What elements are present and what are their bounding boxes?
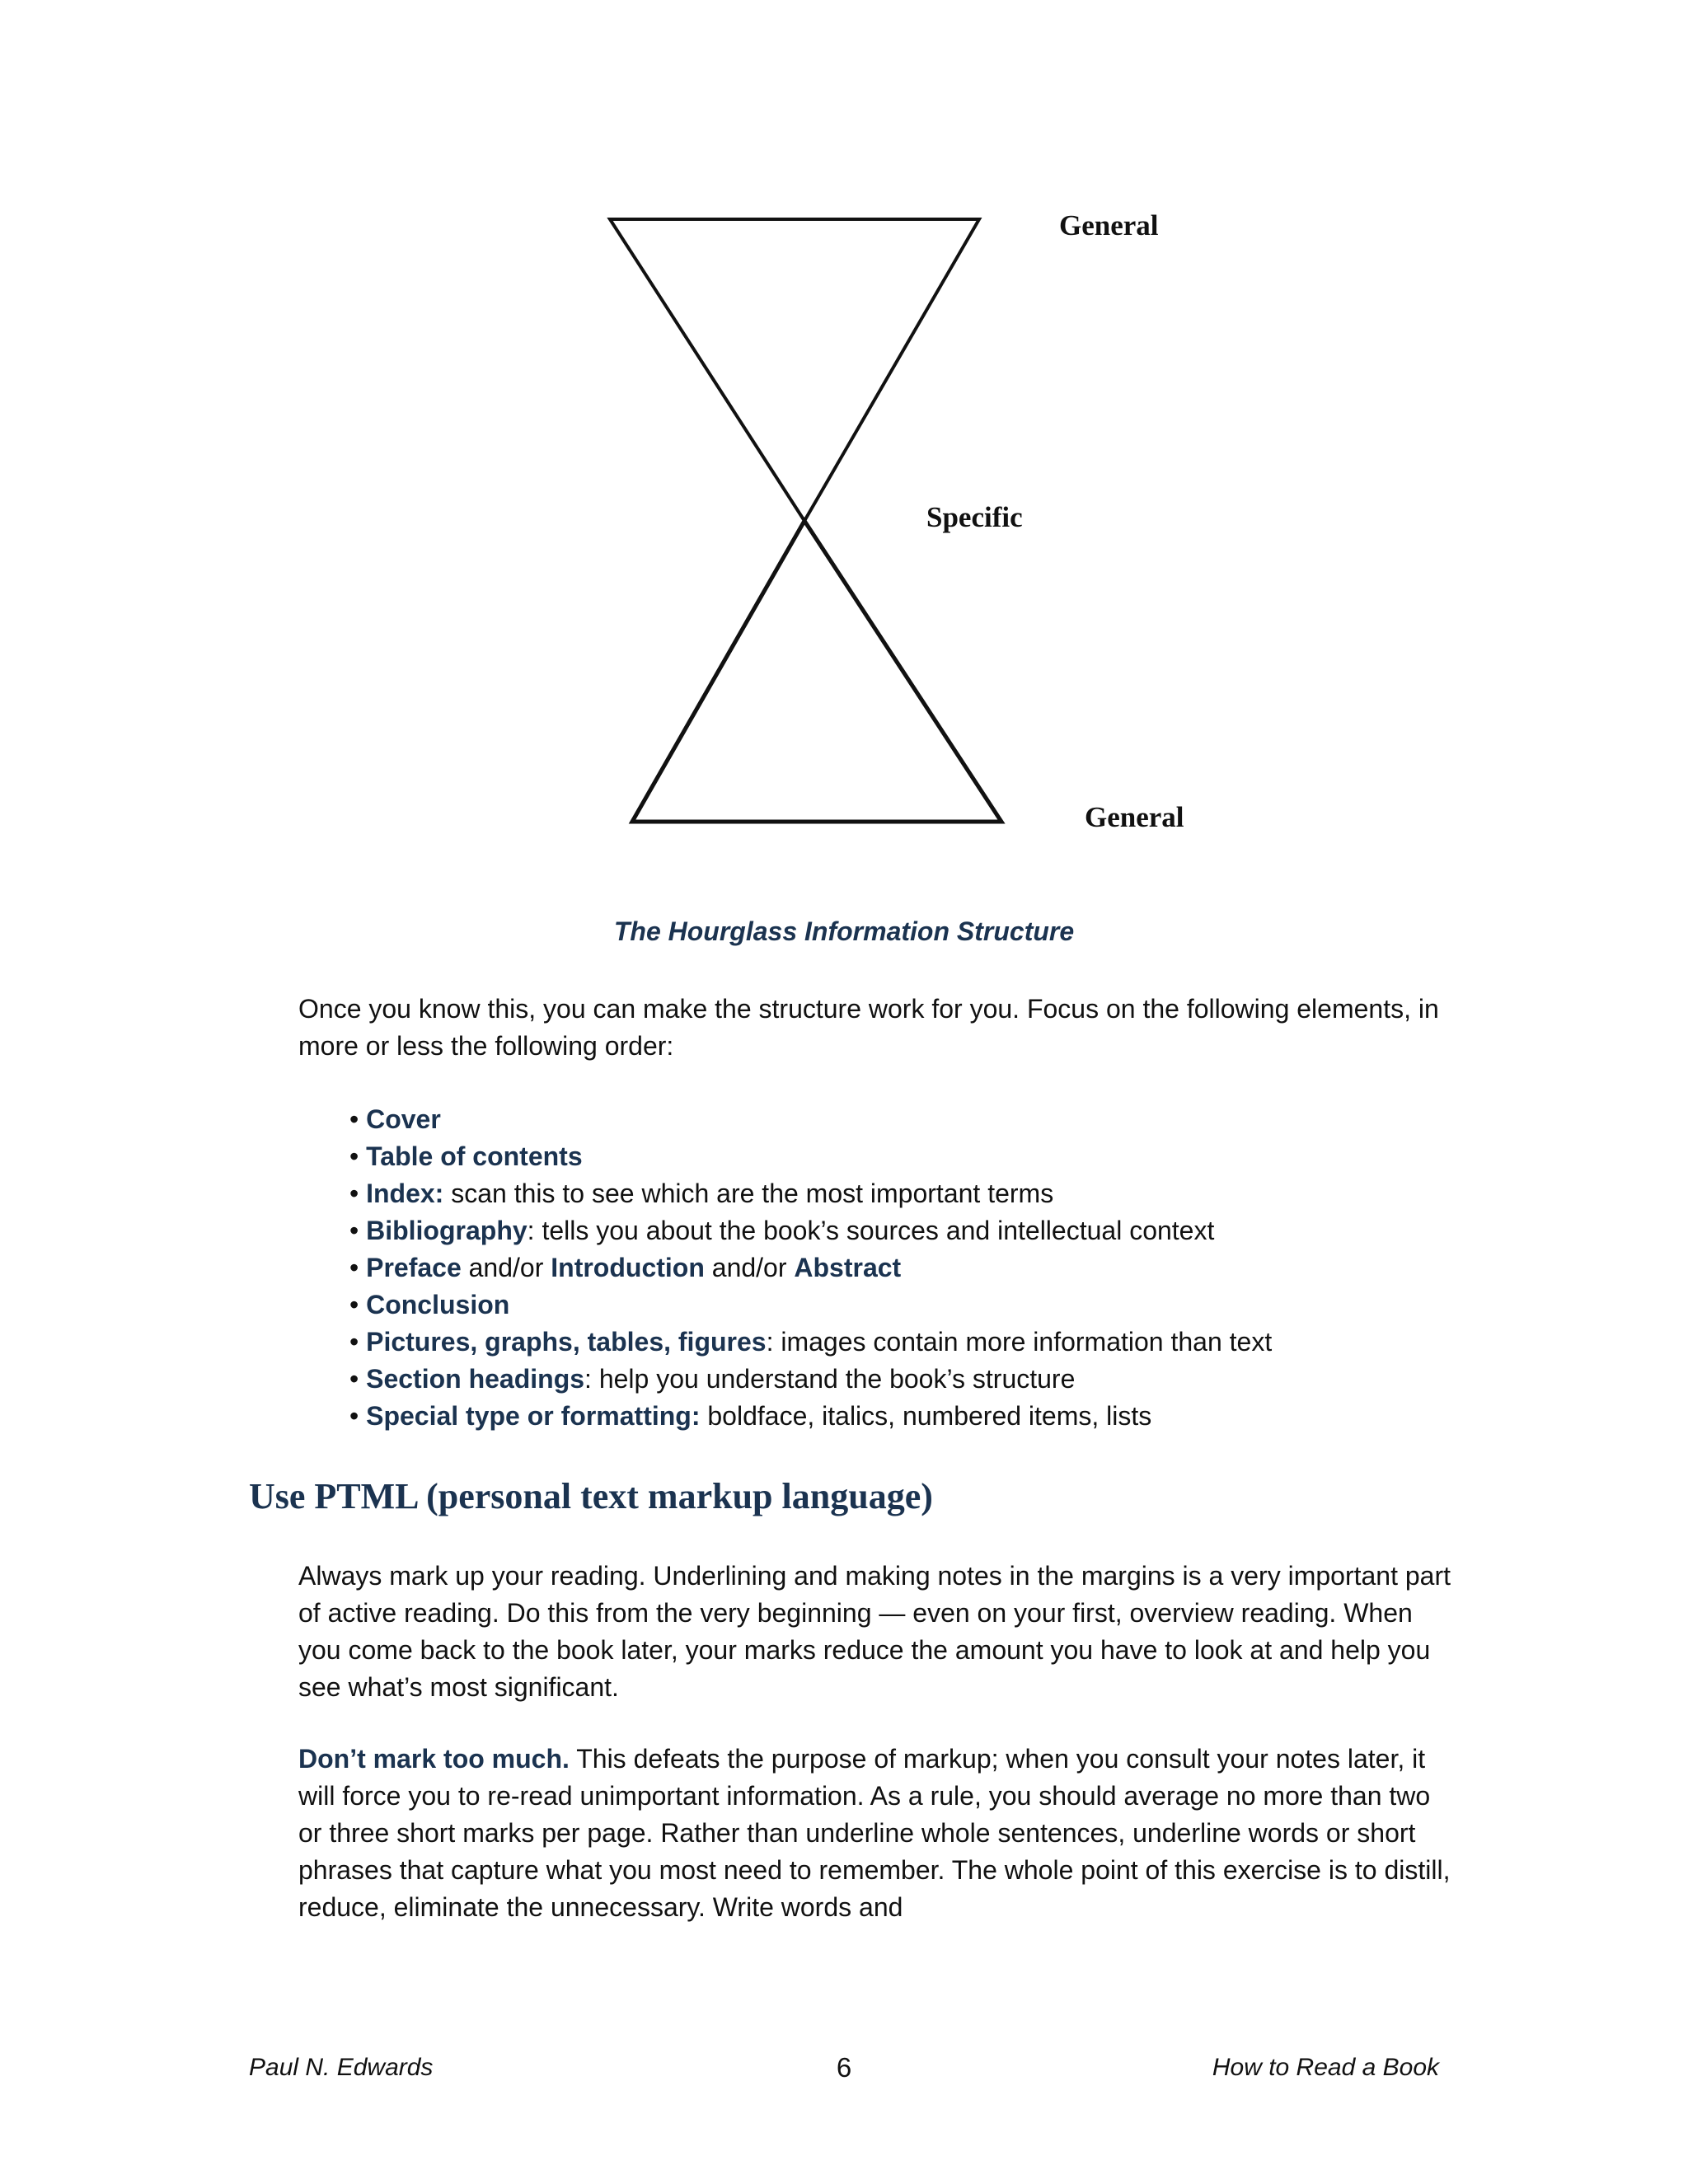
list-item bbox=[349, 1138, 1272, 1175]
list-item bbox=[349, 1175, 1272, 1212]
list-item-term: Section headings bbox=[366, 1364, 585, 1394]
list-item-term: Abstract bbox=[794, 1253, 902, 1282]
list-item-text: : images contain more information than text bbox=[766, 1327, 1273, 1357]
list-item-text: and/or bbox=[704, 1253, 795, 1282]
label-general-bottom: General bbox=[1085, 801, 1184, 833]
figure-caption: The Hourglass Information Structure bbox=[613, 916, 1075, 946]
list-item-text: scan this to see which are the most important terms bbox=[443, 1179, 1054, 1208]
label-general-top: General bbox=[1059, 209, 1159, 241]
list-item-term: Conclusion bbox=[366, 1290, 510, 1319]
list-item-text: and/or bbox=[461, 1253, 551, 1282]
list-item bbox=[349, 1361, 1272, 1398]
footer-author: Paul N. Edwards bbox=[249, 2054, 434, 2081]
list-item-term: Preface bbox=[366, 1253, 462, 1282]
list-item-text: : tells you about the book’s sources and intellectual context bbox=[527, 1216, 1215, 1245]
bullet-marker: • bbox=[349, 1364, 359, 1394]
list-item-term: Table of contents bbox=[366, 1141, 583, 1171]
bullet-marker: • bbox=[349, 1216, 359, 1245]
footer-book-title: How to Read a Book bbox=[1212, 2054, 1439, 2081]
list-item-term: Pictures, graphs, tables, figures bbox=[366, 1327, 767, 1357]
page-number: 6 bbox=[836, 2052, 852, 2083]
list-item-text: : help you understand the book’s structure bbox=[584, 1364, 1076, 1394]
bullet-marker: • bbox=[349, 1401, 359, 1431]
bullet-marker: • bbox=[349, 1179, 359, 1208]
label-specific: Specific bbox=[926, 501, 1023, 533]
upper-triangle bbox=[610, 219, 979, 521]
markup-paragraph: Always mark up your reading. Underlining and making notes in the margins is a very important part of active reading. Do this from the very beginning — even on your first, overview reading. When you come back to the book later, your marks reduce the amount you have to look at and help you see what’s most significant. bbox=[298, 1561, 1451, 1702]
bullet-marker: • bbox=[349, 1290, 359, 1319]
list-item bbox=[349, 1249, 1272, 1286]
paragraph-body: This defeats the purpose of markup; when you consult your notes later, it will force you to re-read unimportant information. As a rule, you should average no more than two or three short marks per page. Rather than underline whole sentences, underline words or short phrases that capture what you most need to remember. The whole point of this exercise is to distill, reduce, eliminate the unnecessary. Write words and bbox=[298, 1744, 1451, 1922]
list-item-text: boldface, italics, numbered items, lists bbox=[700, 1401, 1152, 1431]
reading-elements-list bbox=[349, 1101, 1272, 1435]
list-item-term: Introduction bbox=[551, 1253, 705, 1282]
list-item bbox=[349, 1101, 1272, 1138]
hourglass-diagram bbox=[0, 0, 1688, 907]
bullet-marker: • bbox=[349, 1141, 359, 1171]
bullet-marker: • bbox=[349, 1104, 359, 1134]
bullet-marker: • bbox=[349, 1327, 359, 1357]
hourglass-figure bbox=[0, 0, 1688, 907]
list-item-term: Special type or formatting: bbox=[366, 1401, 701, 1431]
list-item bbox=[349, 1286, 1272, 1324]
paragraph-lead: Don’t mark too much. bbox=[298, 1744, 570, 1774]
list-item-term: Index: bbox=[366, 1179, 444, 1208]
dont-mark-too-much-paragraph bbox=[298, 1741, 1452, 1926]
list-item bbox=[349, 1212, 1272, 1249]
list-item bbox=[349, 1324, 1272, 1361]
list-item-term: Bibliography bbox=[366, 1216, 528, 1245]
intro-paragraph: Once you know this, you can make the structure work for you. Focus on the following elements, in more or less the following order: bbox=[298, 994, 1439, 1061]
bullet-marker: • bbox=[349, 1253, 359, 1282]
list-item bbox=[349, 1398, 1272, 1435]
section-heading: Use PTML (personal text markup language) bbox=[249, 1476, 933, 1516]
list-item-term: Cover bbox=[366, 1104, 441, 1134]
lower-triangle bbox=[632, 521, 1001, 822]
